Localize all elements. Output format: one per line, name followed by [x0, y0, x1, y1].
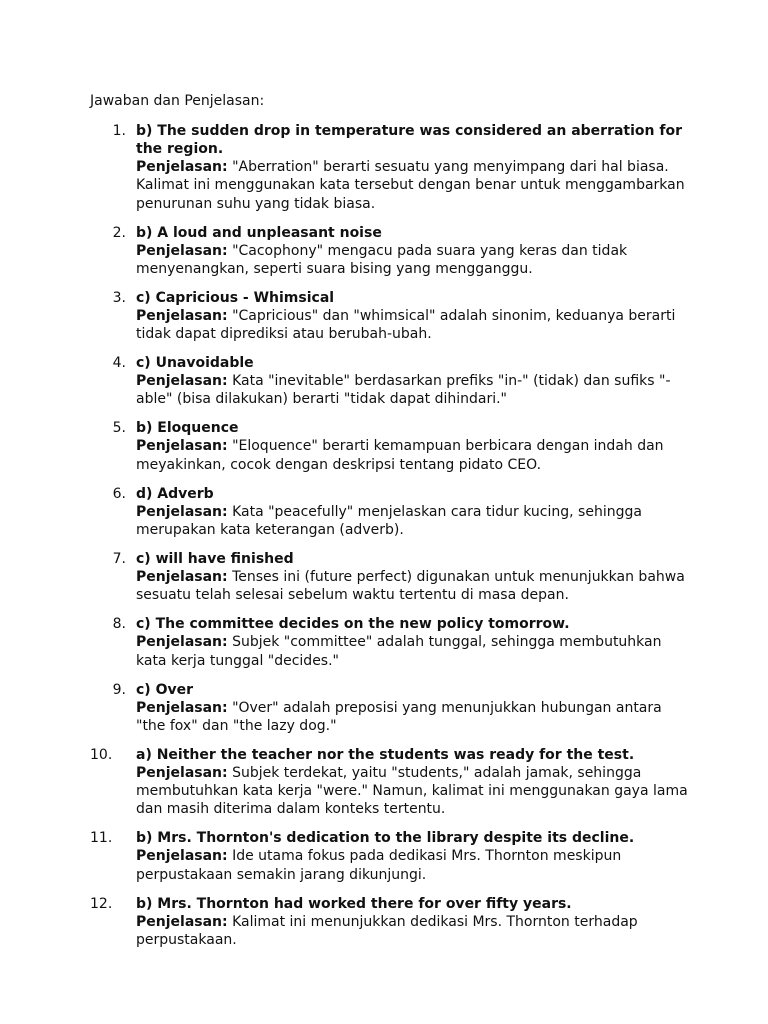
explanation-label: Penjelasan: — [136, 307, 228, 324]
answer-item — [90, 615, 690, 670]
explanation-label: Penjelasan: — [136, 242, 228, 259]
answer-choice: b) Mrs. Thornton had worked there for over fifty years. — [136, 895, 572, 912]
explanation-text: Subjek terdekat, yaitu "students," adalah jamak, sehingga membutuhkan kata kerja "were." Namun, kalimat ini menggunakan gaya lama dan masih diterima dalam konteks tertentu. — [136, 764, 688, 818]
answer-explanation — [136, 242, 690, 279]
answer-item — [90, 829, 690, 884]
answer-item — [90, 895, 690, 950]
answer-number: 11. — [90, 830, 113, 847]
explanation-label: Penjelasan: — [136, 699, 228, 716]
answer-item — [90, 419, 690, 474]
answer-item — [90, 354, 690, 409]
answer-number: 7. — [112, 550, 126, 567]
answer-number: 12. — [90, 895, 113, 912]
explanation-label: Penjelasan: — [136, 438, 228, 455]
answer-explanation — [136, 568, 690, 605]
explanation-label: Penjelasan: — [136, 913, 228, 930]
explanation-text: "Over" adalah preposisi yang menunjukkan hubungan antara "the fox" dan "the lazy dog." — [136, 699, 662, 734]
answer-explanation — [136, 158, 690, 213]
explanation-text: Subjek "committee" adalah tunggal, sehingga membutuhkan kata kerja tunggal "decides." — [136, 634, 662, 669]
answer-choice: b) Eloquence — [136, 420, 239, 437]
answer-item — [90, 289, 690, 344]
answer-choice: c) Over — [136, 681, 193, 698]
answer-number: 8. — [112, 616, 126, 633]
answer-number: 4. — [112, 355, 126, 372]
answer-item — [90, 224, 690, 279]
explanation-text: Ide utama fokus pada dedikasi Mrs. Thornton meskipun perpustakaan semakin jarang dikunjungi. — [136, 848, 622, 883]
answer-explanation — [136, 503, 690, 540]
answer-explanation — [136, 699, 690, 736]
answer-item — [90, 746, 690, 819]
answer-item — [90, 122, 690, 213]
answer-number: 10. — [90, 746, 113, 763]
explanation-label: Penjelasan: — [136, 503, 228, 520]
answer-item — [90, 681, 690, 736]
answer-choice: d) Adverb — [136, 485, 214, 502]
explanation-text: Kata "inevitable" berdasarkan prefiks "in-" (tidak) dan sufiks "-able" (bisa dilakukan) berarti "tidak dapat dihindari." — [136, 373, 671, 408]
explanation-label: Penjelasan: — [136, 634, 228, 651]
answer-number: 6. — [112, 485, 126, 502]
page-heading: Jawaban dan Penjelasan: — [90, 93, 265, 109]
document-page — [90, 92, 690, 960]
answer-explanation — [136, 307, 690, 344]
answer-choice: c) Unavoidable — [136, 355, 254, 372]
answer-explanation — [136, 633, 690, 670]
answer-number: 3. — [112, 289, 126, 306]
answer-choice: b) A loud and unpleasant noise — [136, 224, 382, 241]
explanation-label: Penjelasan: — [136, 568, 228, 585]
answer-explanation — [136, 437, 690, 474]
answer-explanation — [136, 372, 690, 409]
explanation-text: "Capricious" dan "whimsical" adalah sinonim, keduanya berarti tidak dapat diprediksi atau berubah-ubah. — [136, 307, 676, 343]
answer-item — [90, 485, 690, 540]
answer-choice: a) Neither the teacher nor the students was ready for the test. — [136, 746, 635, 763]
answer-choice: c) will have finished — [136, 550, 294, 567]
explanation-text: "Aberration" berarti sesuatu yang menyimpang dari hal biasa. Kalimat ini menggunakan kata tersebut dengan benar untuk menggambarkan penurunan suhu yang tidak biasa. — [136, 159, 685, 212]
answer-explanation — [136, 847, 690, 884]
answer-choice: b) The sudden drop in temperature was considered an aberration for the region. — [136, 123, 682, 157]
explanation-text: "Eloquence" berarti kemampuan berbicara dengan indah dan meyakinkan, cocok dengan deskripsi tentang pidato CEO. — [136, 438, 664, 473]
explanation-label: Penjelasan: — [136, 159, 228, 175]
answer-choice: b) Mrs. Thornton's dedication to the library despite its decline. — [136, 830, 635, 847]
answer-explanation — [136, 764, 690, 819]
answer-number: 5. — [112, 420, 126, 437]
answer-list — [90, 122, 690, 949]
explanation-text: Tenses ini (future perfect) digunakan untuk menunjukkan bahwa sesuatu telah selesai sebelum waktu tertentu di masa depan. — [136, 568, 685, 604]
answer-number: 1. — [112, 123, 126, 139]
explanation-text: Kata "peacefully" menjelaskan cara tidur kucing, sehingga merupakan kata keterangan (adverb). — [136, 503, 642, 538]
explanation-label: Penjelasan: — [136, 848, 228, 865]
explanation-label: Penjelasan: — [136, 764, 228, 781]
explanation-text: Kalimat ini menunjukkan dedikasi Mrs. Thornton terhadap perpustakaan. — [136, 913, 638, 948]
answer-choice: c) Capricious - Whimsical — [136, 289, 335, 306]
explanation-label: Penjelasan: — [136, 373, 228, 390]
answer-number: 9. — [112, 681, 126, 698]
explanation-text: "Cacophony" mengacu pada suara yang keras dan tidak menyenangkan, seperti suara bising yang mengganggu. — [136, 242, 628, 277]
answer-item — [90, 550, 690, 605]
answer-choice: c) The committee decides on the new policy tomorrow. — [136, 616, 570, 633]
answer-explanation — [136, 913, 690, 950]
answer-number: 2. — [112, 224, 126, 241]
